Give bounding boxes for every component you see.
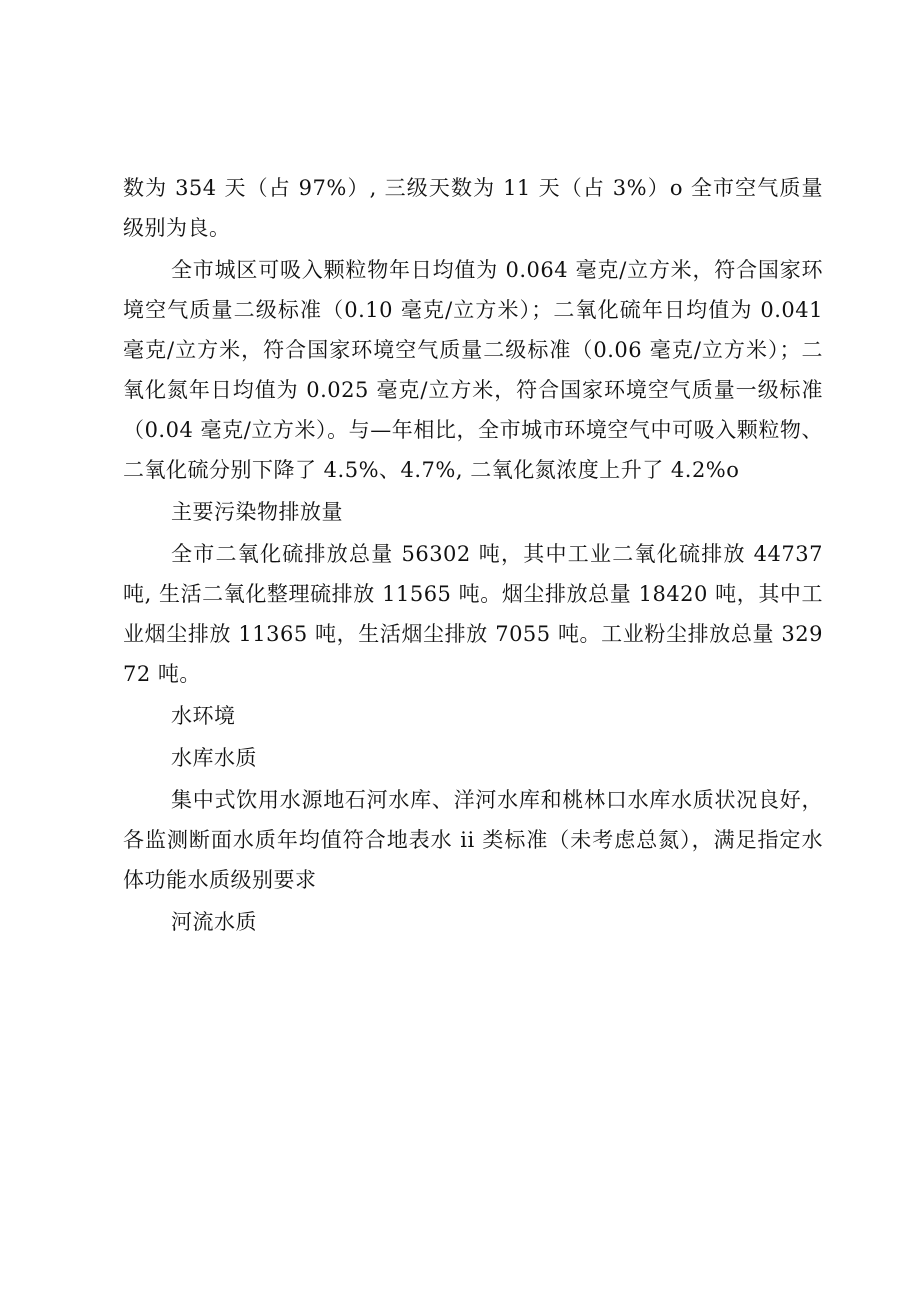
heading-river-quality: 河流水质 xyxy=(171,910,257,934)
paragraph-emissions: 全市二氧化硫排放总量 56302 吨，其中工业二氧化硫排放 44737 吨, 生活二氧化整理硫排放 11565 吨。烟尘排放总量 18420 吨，其中工业烟尘排放 11365 吨，生活烟尘排放 7055 吨。工业粉尘排放总量 32972 吨。 xyxy=(123,542,823,686)
paragraph-reservoir-quality: 集中式饮用水源地石河水库、洋河水库和桃林口水库水质状况良好，各监测断面水质年均值符合地表水 ii 类标准（未考虑总氮），满足指定水体功能水质级别要求 xyxy=(123,788,823,892)
heading-emissions: 主要污染物排放量 xyxy=(171,500,343,524)
document-page xyxy=(123,168,823,942)
paragraph-pollutant-levels: 全市城区可吸入颗粒物年日均值为 0.064 毫克/立方米，符合国家环境空气质量二级标准（0.10 毫克/立方米）；二氧化硫年日均值为 0.041 毫克/立方米，符合国家环境空气质量二级标准（0.06 毫克/立方米）；二氧化氮年日均值为 0.025 毫克/立方米，符合国家环境空气质量一级标准（0.04 毫克/立方米）。与—年相比，全市城市环境空气中可吸入颗粒物、二氧化硫分别下降了 4.5%、4.7%, 二氧化氮浓度上升了 4.2%o xyxy=(123,258,823,482)
heading-water-environment: 水环境 xyxy=(171,704,236,728)
paragraph-air-quality-days: 数为 354 天（占 97%）, 三级天数为 11 天（占 3%）o 全市空气质量级别为良。 xyxy=(123,176,823,240)
heading-reservoir-quality: 水库水质 xyxy=(171,746,257,770)
